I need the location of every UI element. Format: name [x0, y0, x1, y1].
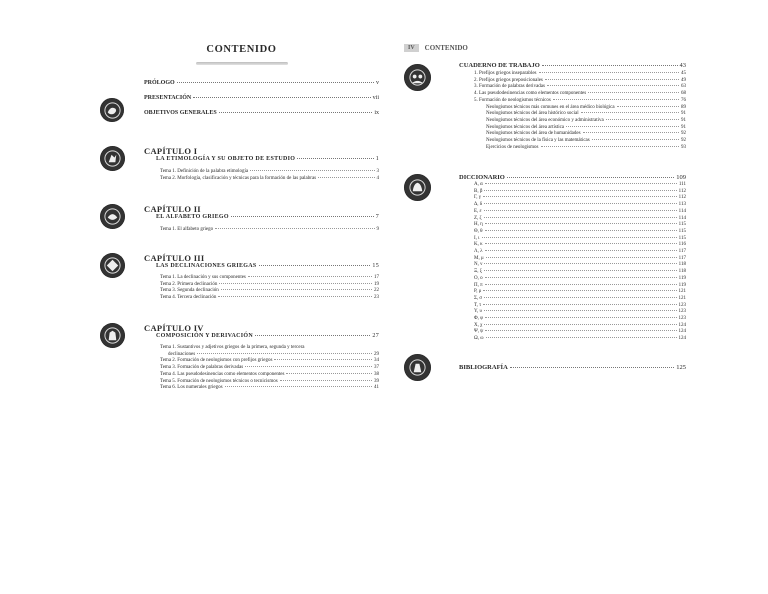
topic-entry[interactable]: Tema 2. Morfología, clasificación y técnicas para la formación de las palabras 4 — [160, 175, 379, 181]
page-number: 112 — [678, 188, 686, 194]
leader-dots — [485, 183, 677, 184]
letter-label: Ρ, ρ — [474, 289, 482, 295]
leader-dots — [485, 330, 676, 331]
workbook-list — [459, 71, 686, 151]
chapter-title[interactable]: COMPOSICIÓN Y DERIVACIÓN 27 — [156, 333, 379, 339]
dictionary-letter-entry[interactable] — [474, 283, 686, 290]
dictionary-letter-entry[interactable] — [474, 216, 686, 223]
page-number: 124 — [678, 336, 686, 342]
dictionary-letter-entry[interactable] — [474, 249, 686, 256]
letter-label: Ζ, ζ — [474, 215, 482, 221]
bibliography-section — [404, 354, 710, 384]
chapter-number: CAPÍTULO I — [144, 146, 198, 156]
chapter-4-medallion-icon — [100, 323, 125, 348]
workbook-subitem[interactable]: Neologismos técnicos de la física y las matemáticas 92 — [486, 138, 686, 144]
workbook-subitem[interactable]: Ejercicios de neologismos 93 — [486, 144, 686, 150]
toc-entry-diccionario[interactable]: DICCIONARIO 109 — [459, 174, 686, 181]
leader-dots — [485, 284, 677, 285]
workbook-subitem[interactable]: Neologismos técnicos del área artística 91 — [486, 124, 686, 130]
page-number: 116 — [678, 242, 686, 248]
dictionary-letter-entry[interactable] — [474, 276, 686, 283]
dictionary-letter-entry[interactable] — [474, 303, 686, 310]
dictionary-section — [404, 174, 710, 354]
letter-label: Φ, φ — [474, 316, 484, 322]
toc-entry-presentacion[interactable]: PRESENTACIÓN vii — [144, 95, 379, 101]
topic-entry[interactable]: Tema 4. Tercera declinación 23 — [160, 295, 379, 301]
dictionary-letter-list — [459, 182, 686, 343]
dictionary-letter-entry[interactable] — [474, 209, 686, 216]
chapter-3 — [100, 253, 383, 319]
workbook-item[interactable]: 2. Prefijos griegos preposicionales 49 — [474, 77, 686, 83]
left-page — [100, 38, 383, 402]
workbook-subitem[interactable]: Neologismos técnicos del área de humanidades 92 — [486, 131, 686, 137]
leader-dots — [485, 230, 677, 231]
leader-dots — [485, 243, 677, 244]
workbook-subitem[interactable]: Neologismos técnicos del área histórico social 91 — [486, 111, 686, 117]
letter-label: Ο, ο — [474, 275, 483, 281]
topic-entry[interactable]: Tema 2. Formación de neologismos con prefijos griegos 34 — [160, 358, 379, 364]
page-number: 123 — [678, 316, 686, 322]
page-number: 118 — [678, 269, 686, 275]
dictionary-letter-entry[interactable] — [474, 242, 686, 249]
page-number: 114 — [678, 215, 686, 221]
chapter-title[interactable]: LAS DECLINACIONES GRIEGAS 15 — [156, 263, 379, 269]
page-number: 123 — [678, 309, 686, 315]
bibliography-medallion-icon — [404, 354, 431, 381]
workbook-subitem[interactable]: Neologismos técnicos más comunes en el área médico biológica 89 — [486, 104, 686, 110]
page-number: 119 — [678, 275, 686, 281]
chapter-title[interactable]: LA ETIMOLOGÍA Y SU OBJETO DE ESTUDIO 1 — [156, 156, 379, 162]
topic-entry[interactable]: Tema 1. Sustantivos y adjetivos griegos de la primera, segunda y tercera — [160, 345, 305, 350]
page-number: 114 — [678, 208, 686, 214]
workbook-subitem[interactable]: Neologismos técnicos del área económico y administrativa 91 — [486, 117, 686, 123]
leader-dots — [484, 210, 677, 211]
page-number: 124 — [678, 322, 686, 328]
dictionary-letter-entry[interactable] — [474, 236, 686, 243]
page-number: 118 — [678, 262, 686, 268]
dictionary-letter-entry[interactable] — [474, 195, 686, 202]
dictionary-letter-entry[interactable] — [474, 289, 686, 296]
right-page — [404, 38, 710, 402]
letter-label: Ψ, ψ — [474, 329, 484, 335]
page-number: 112 — [678, 195, 686, 201]
workbook-item[interactable]: 1. Prefijos griegos inseparables 45 — [474, 71, 686, 76]
workbook-medallion-icon — [404, 64, 431, 91]
medallion-icon — [100, 98, 124, 122]
dictionary-letter-entry[interactable] — [474, 256, 686, 263]
page-number: 123 — [678, 302, 686, 308]
letter-label: Κ, κ — [474, 242, 483, 248]
dictionary-letter-entry[interactable] — [474, 229, 686, 236]
workbook-item[interactable]: 3. Formación de palabras derivadas 63 — [474, 84, 686, 90]
letter-label: Δ, δ — [474, 202, 483, 208]
toc-entry-cuaderno[interactable]: CUADERNO DE TRABAJO 43 — [459, 62, 686, 69]
topic-entry[interactable]: Tema 4. Las pseudodesinencias como elementos componentes 38 — [160, 371, 379, 377]
letter-label: Μ, μ — [474, 255, 484, 261]
leader-dots — [484, 203, 677, 204]
leader-dots — [484, 310, 677, 311]
title-underline — [196, 62, 288, 65]
page-number: 115 — [678, 222, 686, 228]
page-number: 117 — [678, 249, 686, 255]
page-number: 121 — [678, 289, 686, 295]
workbook-item[interactable]: 5. Formación de neologismos técnicos 76 — [474, 97, 686, 103]
leader-dots — [484, 190, 676, 191]
leader-dots — [485, 317, 676, 318]
page-number: 124 — [678, 329, 686, 335]
chapter-title[interactable]: EL ALFABETO GRIEGO 7 — [156, 214, 379, 220]
leader-dots — [484, 263, 676, 264]
chapter-3-medallion-icon — [100, 253, 125, 278]
topic-entry[interactable]: Tema 3. Segunda declinación 22 — [160, 288, 379, 294]
topic-entry[interactable]: Tema 5. Formación de neologismos técnicos o tecnicismos 39 — [160, 378, 379, 384]
dictionary-letter-entry[interactable] — [474, 202, 686, 209]
front-matter — [100, 80, 383, 138]
topic-entry[interactable]: Tema 3. Formación de palabras derivadas 37 — [160, 365, 379, 371]
workbook-section — [404, 62, 710, 174]
dictionary-letter-entry[interactable] — [474, 189, 686, 196]
leader-dots — [484, 270, 677, 271]
leader-dots — [483, 304, 676, 305]
letter-label: Ε, ε — [474, 208, 482, 214]
dictionary-letter-entry[interactable] — [474, 296, 686, 303]
toc-entry-prologo[interactable]: PRÓLOGO v — [144, 80, 379, 86]
topic-entry[interactable]: Tema 6. Los numerales griegos 41 — [160, 385, 379, 391]
letter-label: Ξ, ξ — [474, 269, 482, 275]
leader-dots — [482, 237, 677, 238]
chapter-1-medallion-icon — [100, 146, 125, 171]
page-number: 121 — [678, 295, 686, 301]
page-title: CONTENIDO — [206, 44, 277, 55]
letter-label: Θ, θ — [474, 228, 483, 234]
leader-dots — [484, 297, 676, 298]
header-page-number: IV — [404, 44, 419, 52]
letter-label: Γ, γ — [474, 195, 481, 201]
chapter-2 — [100, 204, 383, 251]
dictionary-letter-entry[interactable] — [474, 222, 686, 229]
letter-label: Χ, χ — [474, 322, 483, 328]
toc-entry-objetivos[interactable]: OBJETIVOS GENERALES ix — [144, 110, 379, 116]
dictionary-letter-entry[interactable] — [474, 329, 686, 336]
letter-label: Β, β — [474, 188, 483, 194]
letter-label: Υ, υ — [474, 309, 482, 315]
dictionary-letter-entry[interactable] — [474, 323, 686, 330]
dictionary-medallion-icon — [404, 174, 431, 201]
topic-entry[interactable]: Tema 1. La declinación y sus componentes 17 — [160, 275, 379, 280]
header-title: CONTENIDO — [424, 44, 468, 52]
dictionary-letter-entry[interactable] — [474, 262, 686, 269]
chapter-number: CAPÍTULO IV — [144, 323, 204, 333]
page-number: 115 — [678, 228, 686, 234]
chapter-1 — [100, 146, 383, 202]
topic-entry[interactable]: Tema 1. El alfabeto griego 9 — [160, 227, 379, 232]
topic-entry[interactable]: Tema 1. Definición de la palabra etimología 3 — [160, 169, 379, 174]
dictionary-letter-entry[interactable] — [474, 182, 686, 189]
leader-dots — [485, 277, 677, 278]
letter-label: Τ, τ — [474, 302, 482, 308]
leader-dots — [486, 257, 677, 258]
page-number: 119 — [678, 282, 686, 288]
leader-dots — [484, 324, 676, 325]
letter-label: Λ, λ — [474, 249, 483, 255]
letter-label: Α, α — [474, 182, 483, 187]
chapter-2-medallion-icon — [100, 204, 125, 229]
letter-label: Π, π — [474, 282, 483, 288]
toc-entry-bibliografia[interactable]: BIBLIOGRAFÍA 125 — [459, 364, 686, 371]
running-header — [404, 44, 710, 52]
letter-label: Ν, ν — [474, 262, 483, 268]
leader-dots — [483, 196, 677, 197]
leader-dots — [486, 337, 677, 338]
dictionary-letter-entry[interactable] — [474, 316, 686, 323]
letter-label: Η, η — [474, 222, 483, 228]
dictionary-letter-entry[interactable] — [474, 309, 686, 316]
page-number: 113 — [678, 202, 686, 208]
dictionary-letter-entry[interactable] — [474, 269, 686, 276]
dictionary-letter-entry[interactable] — [474, 336, 686, 343]
page-number: 111 — [678, 182, 686, 187]
leader-dots — [485, 250, 677, 251]
chapter-number: CAPÍTULO II — [144, 204, 201, 214]
letter-label: Ι, ι — [474, 235, 480, 241]
chapter-4 — [100, 323, 383, 392]
page-number: 117 — [678, 255, 686, 261]
page-number: 115 — [678, 235, 686, 241]
letter-label: Σ, σ — [474, 295, 483, 301]
chapter-number: CAPÍTULO III — [144, 253, 205, 263]
topic-entry[interactable]: declinaciones 29 — [168, 351, 379, 357]
topic-entry[interactable]: Tema 2. Primera declinación 19 — [160, 281, 379, 287]
leader-dots — [483, 290, 676, 291]
leader-dots — [485, 223, 677, 224]
leader-dots — [484, 217, 677, 218]
letter-label: Ω, ω — [474, 336, 484, 342]
workbook-item[interactable]: 4. Las pseudodesinencias como elementos componentes 68 — [474, 91, 686, 97]
